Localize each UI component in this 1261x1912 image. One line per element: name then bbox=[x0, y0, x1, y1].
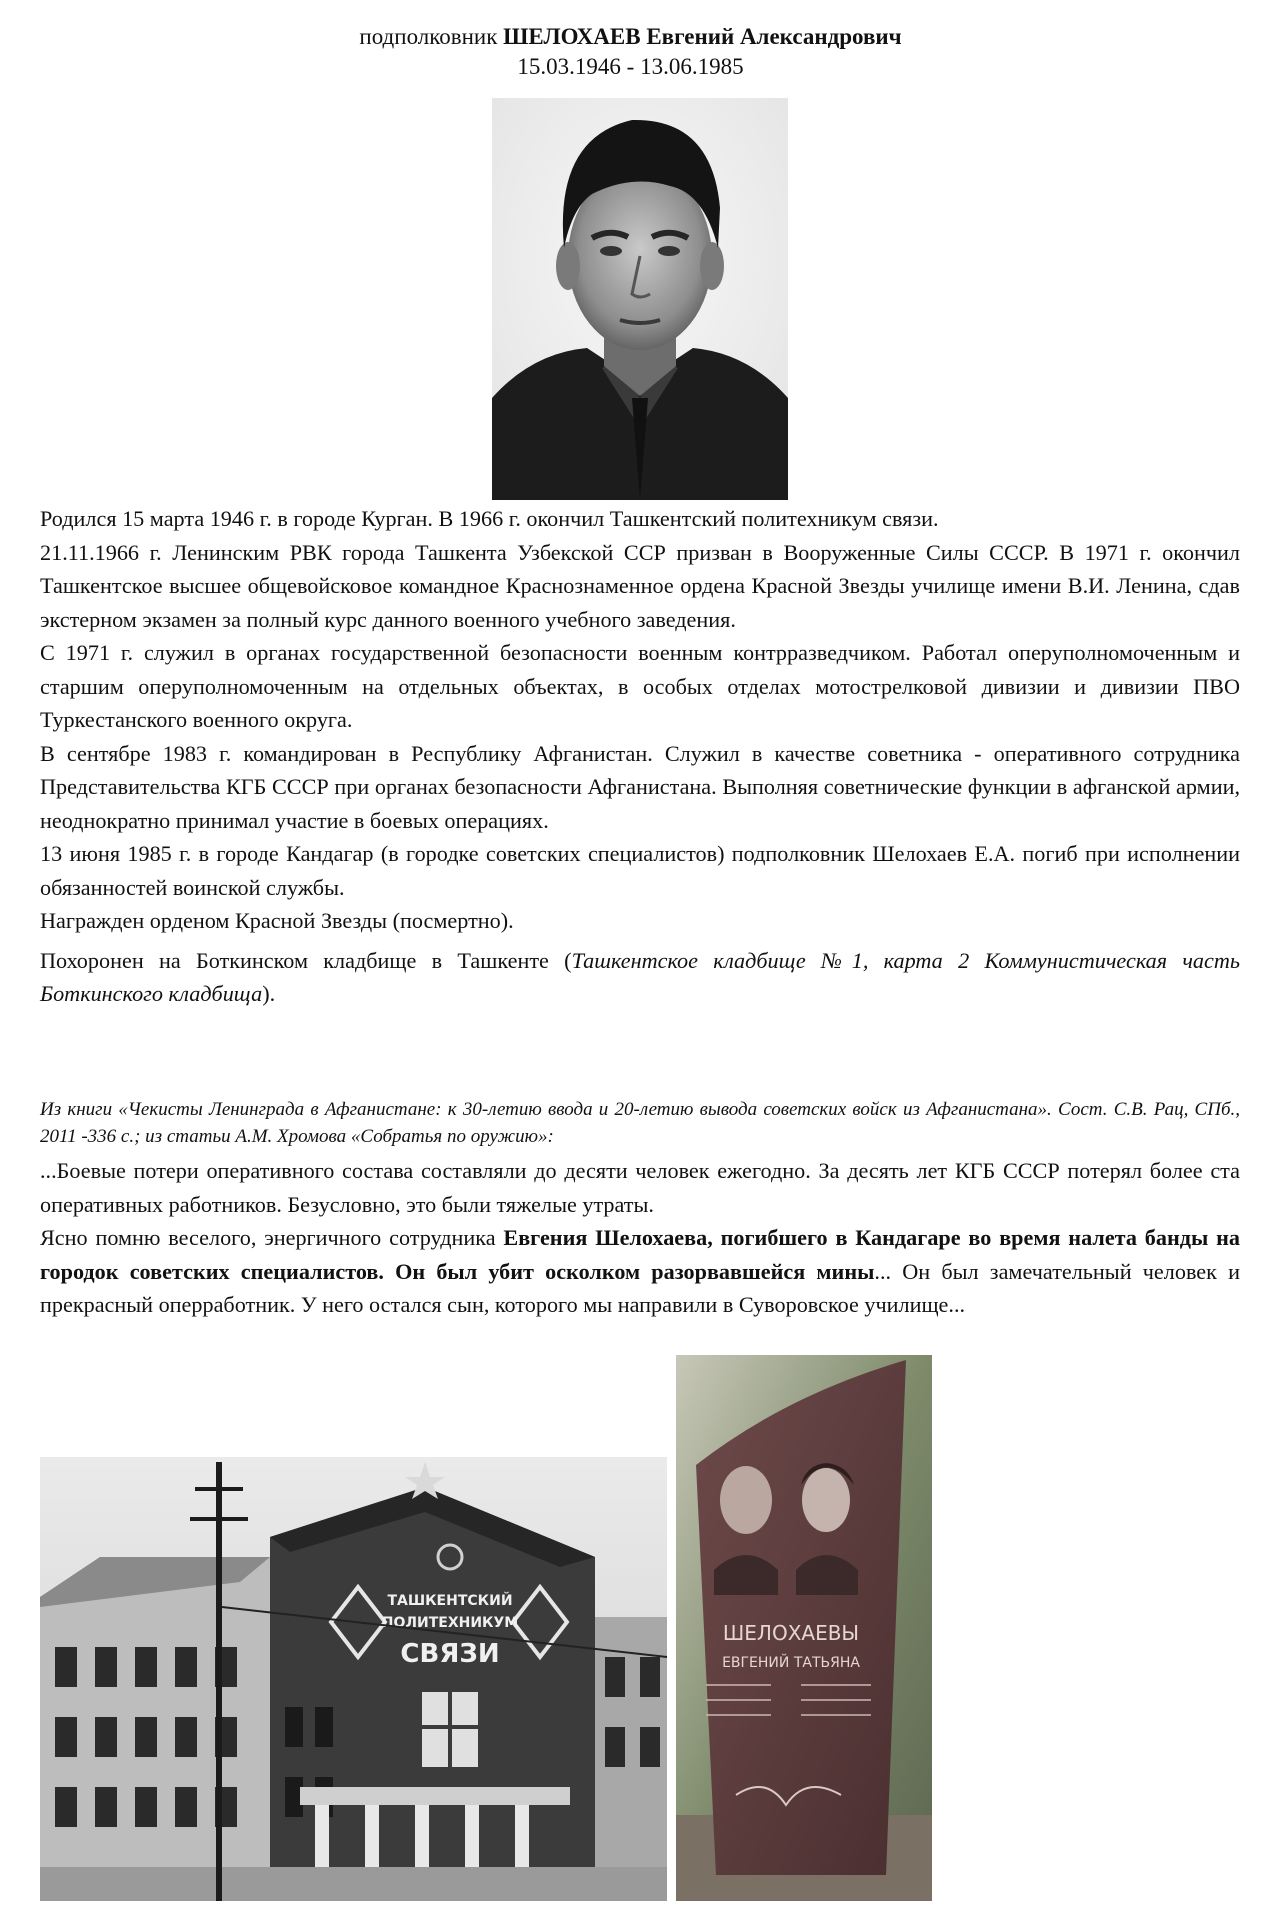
building-sign-line: ПОЛИТЕХНИКУМ bbox=[381, 1615, 519, 1631]
portrait-photo bbox=[492, 98, 788, 500]
rank: подполковник bbox=[359, 24, 498, 49]
bio-paragraph: В сентябре 1983 г. командирован в Республику Афганистан. Служил в качестве советника - оперативного сотрудника Представительства КГБ СССР при органах безопасности Афганистана. Выполняя советнические функции в афганской армии, неоднократно принимал участие в боевых операциях. bbox=[40, 740, 1240, 833]
biography bbox=[40, 502, 1240, 1011]
building-photo bbox=[40, 1457, 667, 1901]
quote-paragraph: ...Боевые потери оперативного состава составляли до десяти человек ежегодно. За десять лет КГБ СССР потерял более ста оперативных работников. Безусловно, это были тяжелые утраты. bbox=[40, 1158, 1240, 1217]
bio-paragraph: 13 июня 1985 г. в городе Кандагар (в городке советских специалистов) подполковник Шелохаев Е.А. погиб при исполнении обязанностей воинской службы. bbox=[40, 841, 1240, 900]
building-sign-line: ТАШКЕНТСКИЙ bbox=[387, 1593, 513, 1609]
quote-source: Из книги «Чекисты Ленинграда в Афганистане: к 30-летию ввода и 20-летию вывода советских войск из Афганистана». Сост. С.В. Рац, СПб., 2011 -336 с.; из статьи А.М. Хромова «Собратья по оружию»: bbox=[40, 1099, 1240, 1147]
page-header bbox=[0, 22, 1261, 82]
bio-paragraph: Родился 15 марта 1946 г. в городе Курган. В 1966 г. окончил Ташкентский политехникум связи. bbox=[40, 506, 939, 531]
bio-paragraph: 21.11.1966 г. Ленинским РВК города Ташкента Узбекской ССР призван в Вооруженные Силы СССР. В 1971 г. окончил Ташкентское высшее общевойсковое командное Краснознаменное ордена Красной Звезды училище имени В.И. Ленина, сдав экстерном экзамен за полный курс данного военного учебного заведения. bbox=[40, 539, 1240, 632]
grave-first-names: ЕВГЕНИЙ ТАТЬЯНА bbox=[722, 1655, 860, 1671]
life-dates: 15.03.1946 - 13.06.1985 bbox=[517, 54, 744, 79]
building-sign-line: СВЯЗИ bbox=[400, 1639, 500, 1669]
quote-bold-text: Евгения Шелохаева, погибшего в Кандагаре во время налета банды на городок советских специалистов. Он был убит осколком разорвавшейся мины bbox=[40, 1225, 1240, 1284]
burial-text: Похоронен на Боткинском кладбище в Ташкенте ( bbox=[40, 947, 572, 973]
bio-paragraph: Награжден орденом Красной Звезды (посмертно). bbox=[40, 908, 514, 933]
bio-paragraph: С 1971 г. служил в органах государственной безопасности военным контрразведчиком. Работал оперуполномоченным и старшим оперуполномоченным на отдельных объектах, в особых отделах мотострелковой дивизии и дивизии ПВО Туркестанского военного округа. bbox=[40, 640, 1240, 732]
grave-surname: ШЕЛОХАЕВЫ bbox=[722, 1621, 860, 1645]
full-name: ШЕЛОХАЕВ Евгений Александрович bbox=[503, 24, 902, 49]
burial-location: Ташкентское кладбище №1, карта 2 Коммунистическая часть Боткинского кладбища bbox=[40, 947, 1240, 1006]
title-line bbox=[0, 22, 1261, 52]
burial-paragraph bbox=[40, 944, 1240, 1011]
book-quote bbox=[40, 1096, 1240, 1322]
burial-text-end: ). bbox=[262, 981, 276, 1006]
grave-photo bbox=[676, 1355, 932, 1901]
quote-text: Ясно помню веселого, энергичного сотрудника bbox=[40, 1225, 504, 1250]
quote-paragraph bbox=[40, 1221, 1240, 1322]
quote-text-end: ... Он был замечательный человек и прекрасный оперработник. У него остался сын, которого мы направили в Суворовское училище... bbox=[40, 1258, 1240, 1317]
